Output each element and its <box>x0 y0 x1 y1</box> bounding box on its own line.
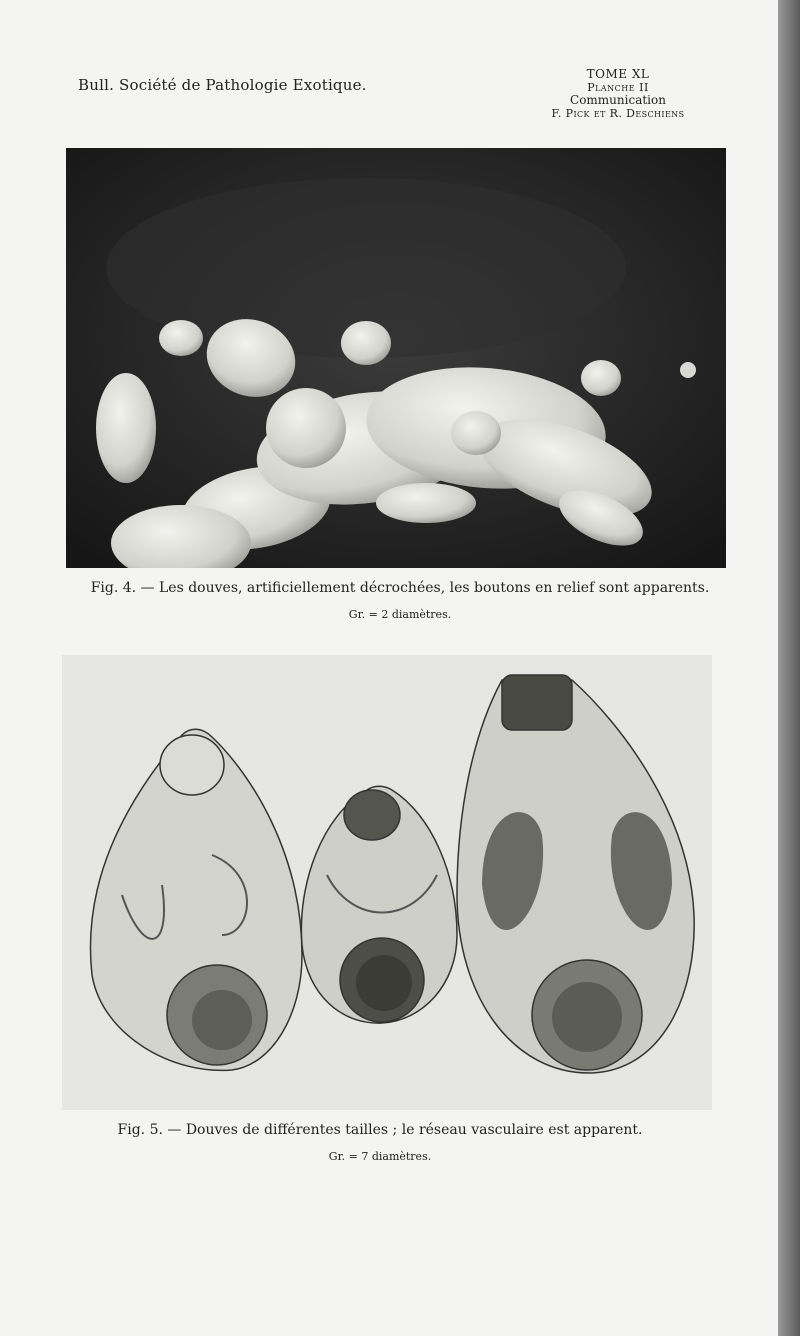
figure-4-photo <box>66 148 726 568</box>
tome-label: TOME XL <box>586 67 650 81</box>
flukes-sizes-image <box>62 655 712 1110</box>
figure-5-caption: Fig. 5. — Douves de différentes tailles ; le réseau vasculaire est apparent. <box>117 1122 643 1138</box>
figure-5-photo <box>62 655 712 1110</box>
planche-label: Planche II <box>587 81 649 94</box>
journal-title: Bull. Société de Pathologie Exotique. <box>78 76 367 94</box>
figure-5-scale: Gr. = 7 diamètres. <box>328 1150 432 1163</box>
authors-label: F. Pick et R. Deschiens <box>551 107 685 120</box>
plate-info <box>518 68 718 120</box>
figure-4-scale: Gr. = 2 diamètres. <box>348 608 452 621</box>
figure-4-caption: Fig. 4. — Les douves, artificiellement décrochées, les boutons en relief sont apparents. <box>90 580 710 596</box>
page-edge <box>778 0 800 1336</box>
flukes-cluster-image <box>66 148 726 568</box>
communication-label: Communication <box>570 93 666 107</box>
